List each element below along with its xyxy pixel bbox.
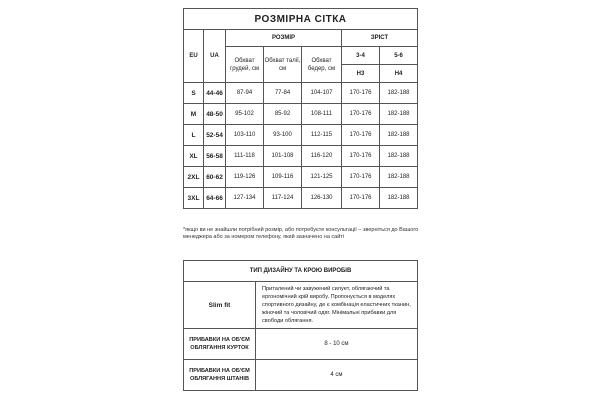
waist-value: 117-124 [264,188,302,209]
height-1-value: 170-176 [342,125,380,146]
chart-title: РОЗМІРНА СІТКА [184,9,418,30]
eu-size: 2XL [184,167,204,188]
height-2-range: 5-6 [380,47,418,65]
height-1-value: 170-176 [342,188,380,209]
jacket-allowance-label: ПРИБАВКИ НА ОБ'ЄМ ОБЛЯГАННЯ КУРТОК [184,329,256,360]
height-1-value: 170-176 [342,104,380,125]
chest-header: Обхват грудей, см [226,47,264,83]
height-2-value: 182-188 [380,83,418,104]
waist-value: 77-84 [264,83,302,104]
table-row [184,360,418,391]
chest-value: 95-102 [226,104,264,125]
height-1-value: 170-176 [342,146,380,167]
ua-size: 52-54 [204,125,226,146]
eu-size: S [184,83,204,104]
chest-value: 119-126 [226,167,264,188]
fit-table-title: ТИП ДИЗАЙНУ ТА КРОЮ ВИРОБІВ [184,261,418,282]
chest-value: 103-110 [226,125,264,146]
waist-value: 85-92 [264,104,302,125]
height-1-range: 3-4 [342,47,380,65]
hips-value: 108-111 [302,104,342,125]
chest-value: 87-94 [226,83,264,104]
height-1-value: 170-176 [342,83,380,104]
pants-allowance-label: ПРИБАВКИ НА ОБ'ЄМ ОБЛЯГАННЯ ШТАНІВ [184,360,256,391]
hips-value: 112-115 [302,125,342,146]
hips-value: 126-130 [302,188,342,209]
eu-size: XL [184,146,204,167]
eu-size: L [184,125,204,146]
table-row [184,125,418,146]
eu-size: M [184,104,204,125]
ua-size: 44-46 [204,83,226,104]
waist-value: 101-108 [264,146,302,167]
height-2-value: 182-188 [380,146,418,167]
height-1-value: 170-176 [342,167,380,188]
ua-size: 64-66 [204,188,226,209]
height-1-code: Н3 [342,65,380,83]
eu-size: 3XL [184,188,204,209]
waist-value: 93-100 [264,125,302,146]
hips-value: 121-125 [302,167,342,188]
fit-type-table [183,260,418,391]
table-row [184,188,418,209]
footnote: *якщо ви не знайшли потрібний розмір, або потребуєте консультації – зверніться до Вашого менеджера або за номером телефону, який зазначено на сайті [183,227,419,240]
table-row [184,329,418,360]
pants-allowance-value: 4 см [256,360,418,391]
height-2-value: 182-188 [380,104,418,125]
table-row [184,167,418,188]
waist-header: Обхват талії, см [264,47,302,83]
height-2-value: 182-188 [380,125,418,146]
ua-size: 56-58 [204,146,226,167]
height-2-code: Н4 [380,65,418,83]
size-header: РОЗМІР [226,30,342,47]
jacket-allowance-value: 8 - 10 см [256,329,418,360]
waist-value: 109-116 [264,167,302,188]
fit-name: Slim fit [184,282,256,329]
table-row [184,83,418,104]
table-row [184,104,418,125]
ua-size: 60-62 [204,167,226,188]
height-header: ЗРІСТ [342,30,418,47]
size-chart-table [183,8,418,209]
chest-value: 127-134 [226,188,264,209]
height-2-value: 182-188 [380,167,418,188]
fit-description: Приталений чи завужений силует, облягаючий та ергономічний крій виробу. Пропонується в моделях спортивного дизайну, де є комбінація еластичних тканин, жіночий та чоловічий одяг. Мінімальні прибавки для свободи облягання. [256,282,418,329]
eu-header: EU [184,30,204,83]
hips-value: 104-107 [302,83,342,104]
table-row [184,146,418,167]
ua-header: UA [204,30,226,83]
hips-value: 116-120 [302,146,342,167]
ua-size: 48-50 [204,104,226,125]
hips-header: Обхват бедер, см [302,47,342,83]
height-2-value: 182-188 [380,188,418,209]
chest-value: 111-118 [226,146,264,167]
